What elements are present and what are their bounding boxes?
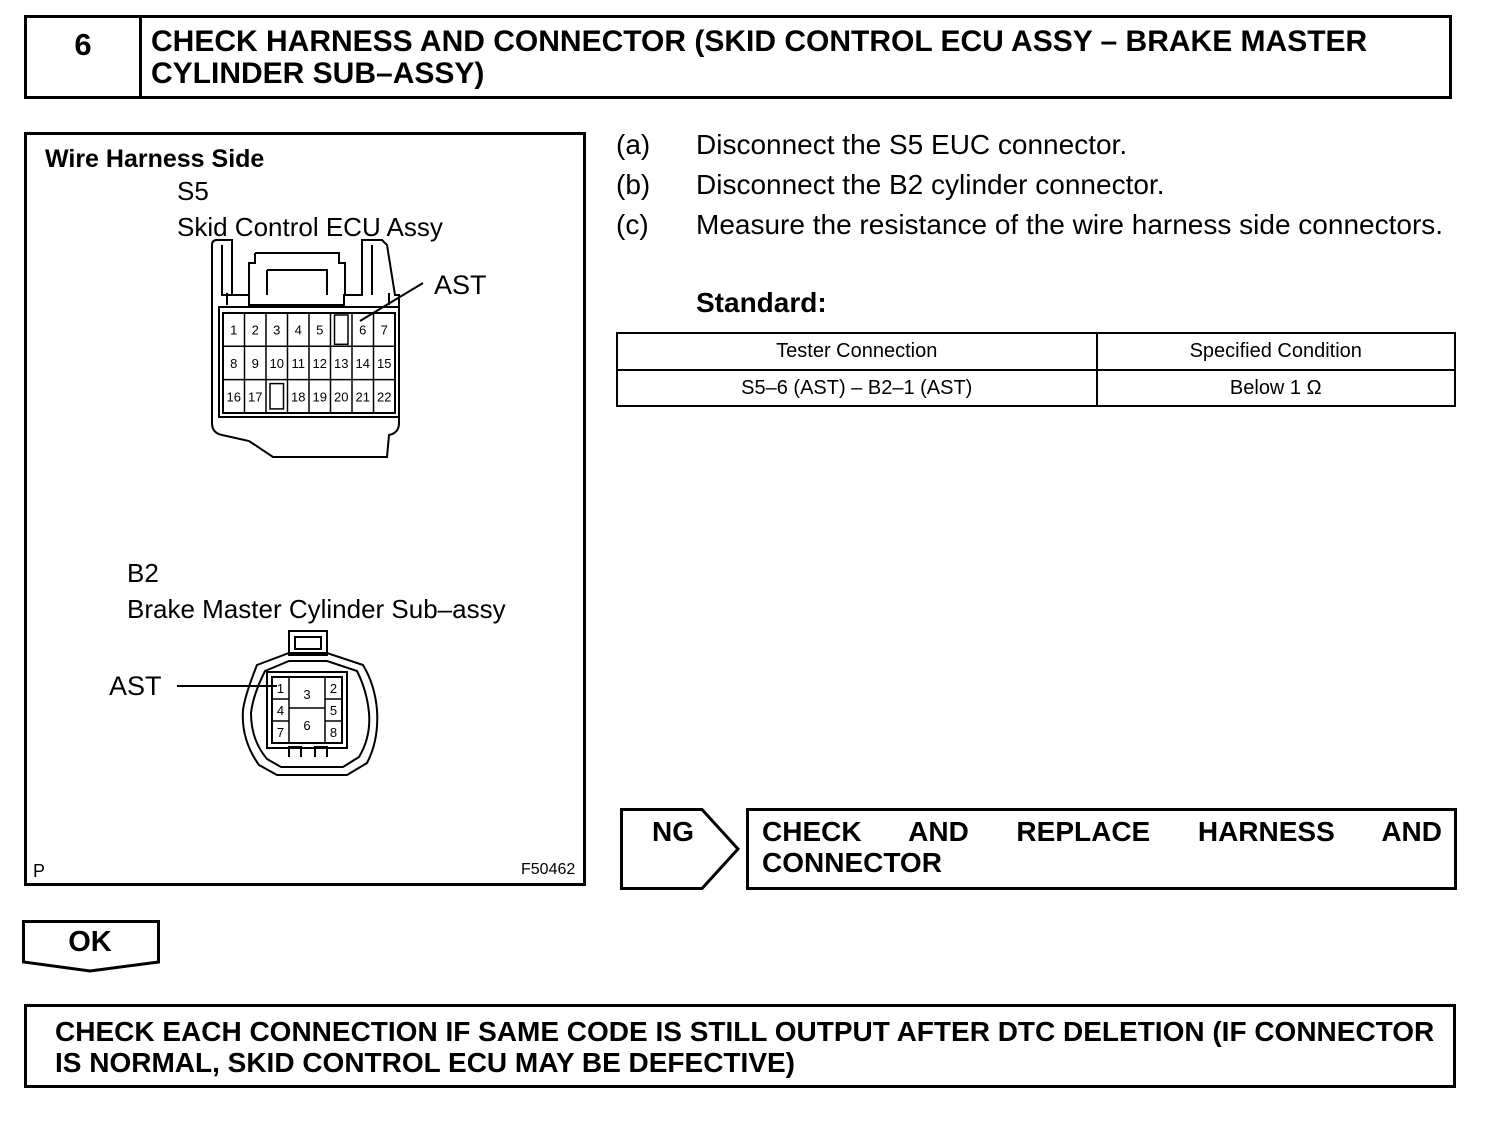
pin-number: 9 <box>251 355 259 371</box>
pin-number: 10 <box>269 355 284 371</box>
pin-number: 2 <box>251 322 259 338</box>
column-header: Tester Connection <box>617 333 1097 370</box>
pin-number: 2 <box>329 681 338 696</box>
spec-table <box>616 332 1456 407</box>
pin-number: 8 <box>329 725 338 740</box>
table-cell: Below 1 Ω <box>1097 370 1456 406</box>
pin-number: 5 <box>316 322 324 338</box>
figure-code: F50462 <box>521 861 576 878</box>
step-title: CHECK HARNESS AND CONNECTOR (SKID CONTROL ECU ASSY – BRAKE MASTER CYLINDER SUB–ASSY) <box>151 25 1368 90</box>
pin-number: 5 <box>329 703 338 718</box>
step-number: 6 <box>27 18 142 96</box>
connector-diagram <box>27 135 583 883</box>
step-text: Disconnect the S5 EUC connector. <box>696 129 1128 160</box>
pin-number: 3 <box>273 322 281 338</box>
pin-number: 12 <box>312 355 327 371</box>
pin-number: 16 <box>226 389 241 405</box>
final-action-text: CHECK EACH CONNECTION IF SAME CODE IS STILL OUTPUT AFTER DTC DELETION (IF CONNECTOR IS NORMAL, SKID CONTROL ECU MAY BE DEFECTIVE) <box>55 1016 1435 1078</box>
step-a <box>616 128 1466 168</box>
b2-connector-body <box>243 631 377 775</box>
pin-number: 4 <box>294 322 302 338</box>
pin-number: 19 <box>312 389 327 405</box>
final-action-box <box>24 1004 1456 1088</box>
table-header-row <box>617 333 1455 370</box>
key-slot <box>270 384 284 409</box>
s5-ast-label: AST <box>434 270 487 300</box>
table-cell: S5–6 (AST) – B2–1 (AST) <box>617 370 1097 406</box>
pin-number: 7 <box>380 322 388 338</box>
pin-number: 7 <box>276 725 285 740</box>
pin-number: 14 <box>355 355 370 371</box>
ng-action-line: CHECK AND REPLACE HARNESS AND <box>762 816 1442 847</box>
pin-number: 13 <box>334 355 349 371</box>
b2-ast-label: AST <box>109 671 162 701</box>
ng-action-line: CONNECTOR <box>762 847 942 878</box>
s5-ast-leader <box>360 283 423 321</box>
b2-name: Brake Master Cylinder Sub–assy <box>127 594 506 624</box>
pin-number: 17 <box>248 389 263 405</box>
b2-pin-grid <box>272 677 342 743</box>
connector-figure <box>24 132 586 886</box>
s5-name: Skid Control ECU Assy <box>177 212 443 242</box>
pin-number: 8 <box>230 355 238 371</box>
ng-label: NG <box>652 816 694 847</box>
pin-number: 6 <box>359 322 367 338</box>
ok-result <box>22 920 162 974</box>
corner-mark: P <box>33 861 46 881</box>
step-text: Disconnect the B2 cylinder connector. <box>696 169 1165 200</box>
pin-number: 4 <box>276 703 285 718</box>
standard-label: Standard: <box>696 287 827 318</box>
step-text: Measure the resistance of the wire harness side connectors. <box>696 209 1444 240</box>
pin-number: 21 <box>355 389 370 405</box>
ng-result <box>620 808 1458 890</box>
pin-number: 1 <box>276 681 285 696</box>
figure-heading: Wire Harness Side <box>45 145 265 173</box>
ng-action <box>762 816 1442 878</box>
step-letter: (a) <box>616 129 651 160</box>
key-slot <box>335 315 349 344</box>
s5-code: S5 <box>177 176 209 206</box>
pin-number: 3 <box>303 687 311 702</box>
step-b <box>616 168 1466 208</box>
procedure-steps <box>616 128 1466 288</box>
pin-number: 20 <box>334 389 349 405</box>
b2-code: B2 <box>127 558 159 588</box>
pin-number: 6 <box>303 718 311 733</box>
step-c <box>616 208 1466 288</box>
pin-number: 1 <box>230 322 238 338</box>
column-header: Specified Condition <box>1097 333 1456 370</box>
pin-number: 15 <box>377 355 392 371</box>
pin-number: 18 <box>291 389 306 405</box>
step-letter: (c) <box>616 209 649 240</box>
pin-number: 22 <box>377 389 392 405</box>
step-letter: (b) <box>616 169 651 200</box>
s5-pin-grid <box>223 313 395 413</box>
ok-label: OK <box>68 926 112 958</box>
step-header <box>24 15 1452 99</box>
pin-number: 11 <box>291 355 305 371</box>
table-row <box>617 370 1455 406</box>
